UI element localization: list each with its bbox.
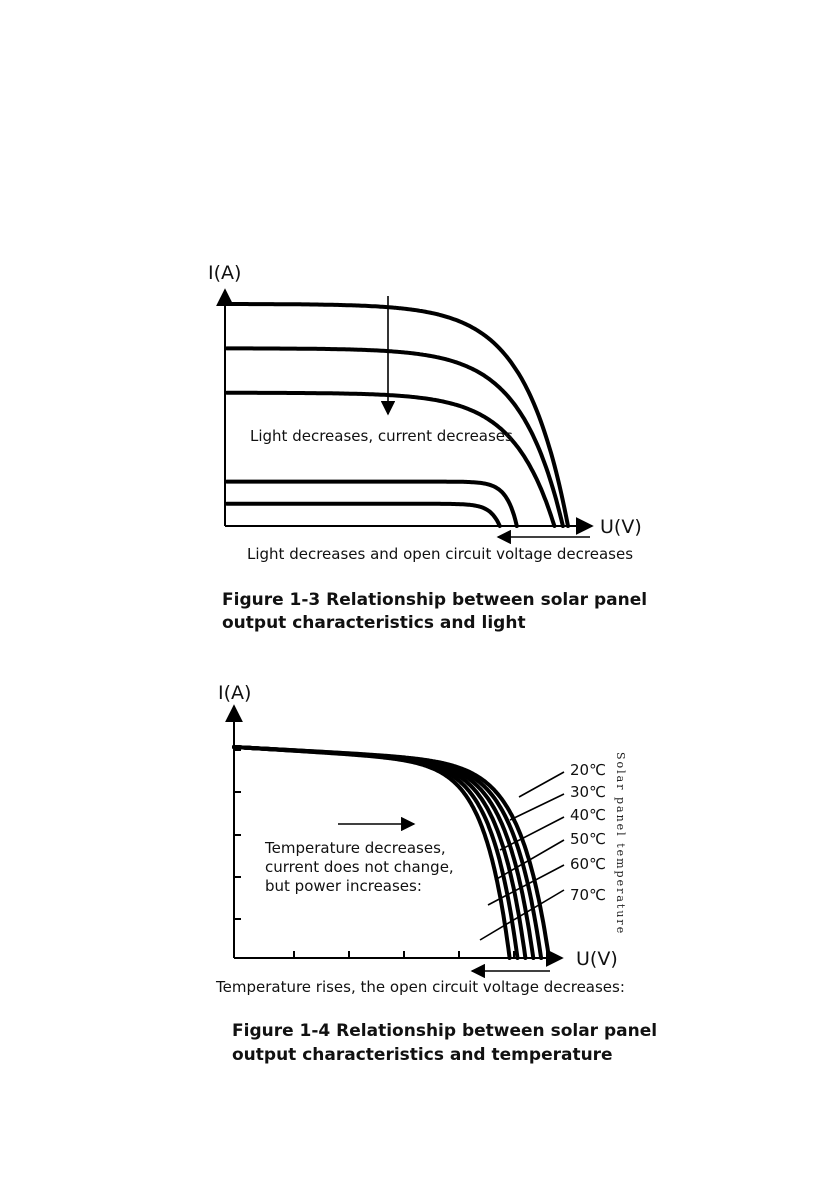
- fig1-caption-line1: Figure 1-3 Relationship between solar panel: [222, 590, 648, 610]
- fig1-x-axis-label: U(V): [600, 516, 642, 538]
- fig1-caption-line2: output characteristics and light: [222, 613, 526, 633]
- fig2-side-label: Solar panel temperature: [614, 752, 627, 936]
- fig1-y-axis-label: I(A): [208, 262, 242, 284]
- fig2-leader-line-1: [519, 772, 564, 797]
- fig2-leader-line-2: [510, 794, 564, 820]
- fig2-label-30c: 30℃: [570, 783, 606, 801]
- fig1-annotation-below: Light decreases and open circuit voltage decreases: [247, 545, 634, 563]
- figure-1-3-chart: [208, 262, 647, 633]
- fig2-label-20c: 20℃: [570, 761, 606, 779]
- fig2-annotation-line2: current does not change,: [265, 858, 454, 876]
- fig2-annotation-line3: but power increases:: [265, 877, 422, 895]
- fig2-temperature-labels: [570, 761, 606, 904]
- fig2-y-axis-label: I(A): [218, 682, 252, 704]
- fig2-label-60c: 60℃: [570, 855, 606, 873]
- fig1-annotation-inside: Light decreases, current decreases: [250, 427, 513, 445]
- fig1-curve-5: [227, 504, 500, 526]
- fig1-curves: [227, 304, 568, 526]
- figure-1-4-chart: [215, 682, 657, 1065]
- fig1-curve-3: [227, 393, 554, 526]
- fig1-curve-1: [227, 304, 568, 526]
- fig2-x-axis-label: U(V): [576, 948, 618, 970]
- fig2-caption-line2: output characteristics and temperature: [232, 1045, 613, 1065]
- fig2-annotation-line1: Temperature decreases,: [265, 839, 446, 857]
- fig2-label-70c: 70℃: [570, 886, 606, 904]
- fig2-caption-line1: Figure 1-4 Relationship between solar panel: [232, 1021, 658, 1041]
- fig2-annotation-below: Temperature rises, the open circuit voltage decreases:: [216, 978, 625, 996]
- fig2-label-40c: 40℃: [570, 806, 606, 824]
- fig2-label-50c: 50℃: [570, 830, 606, 848]
